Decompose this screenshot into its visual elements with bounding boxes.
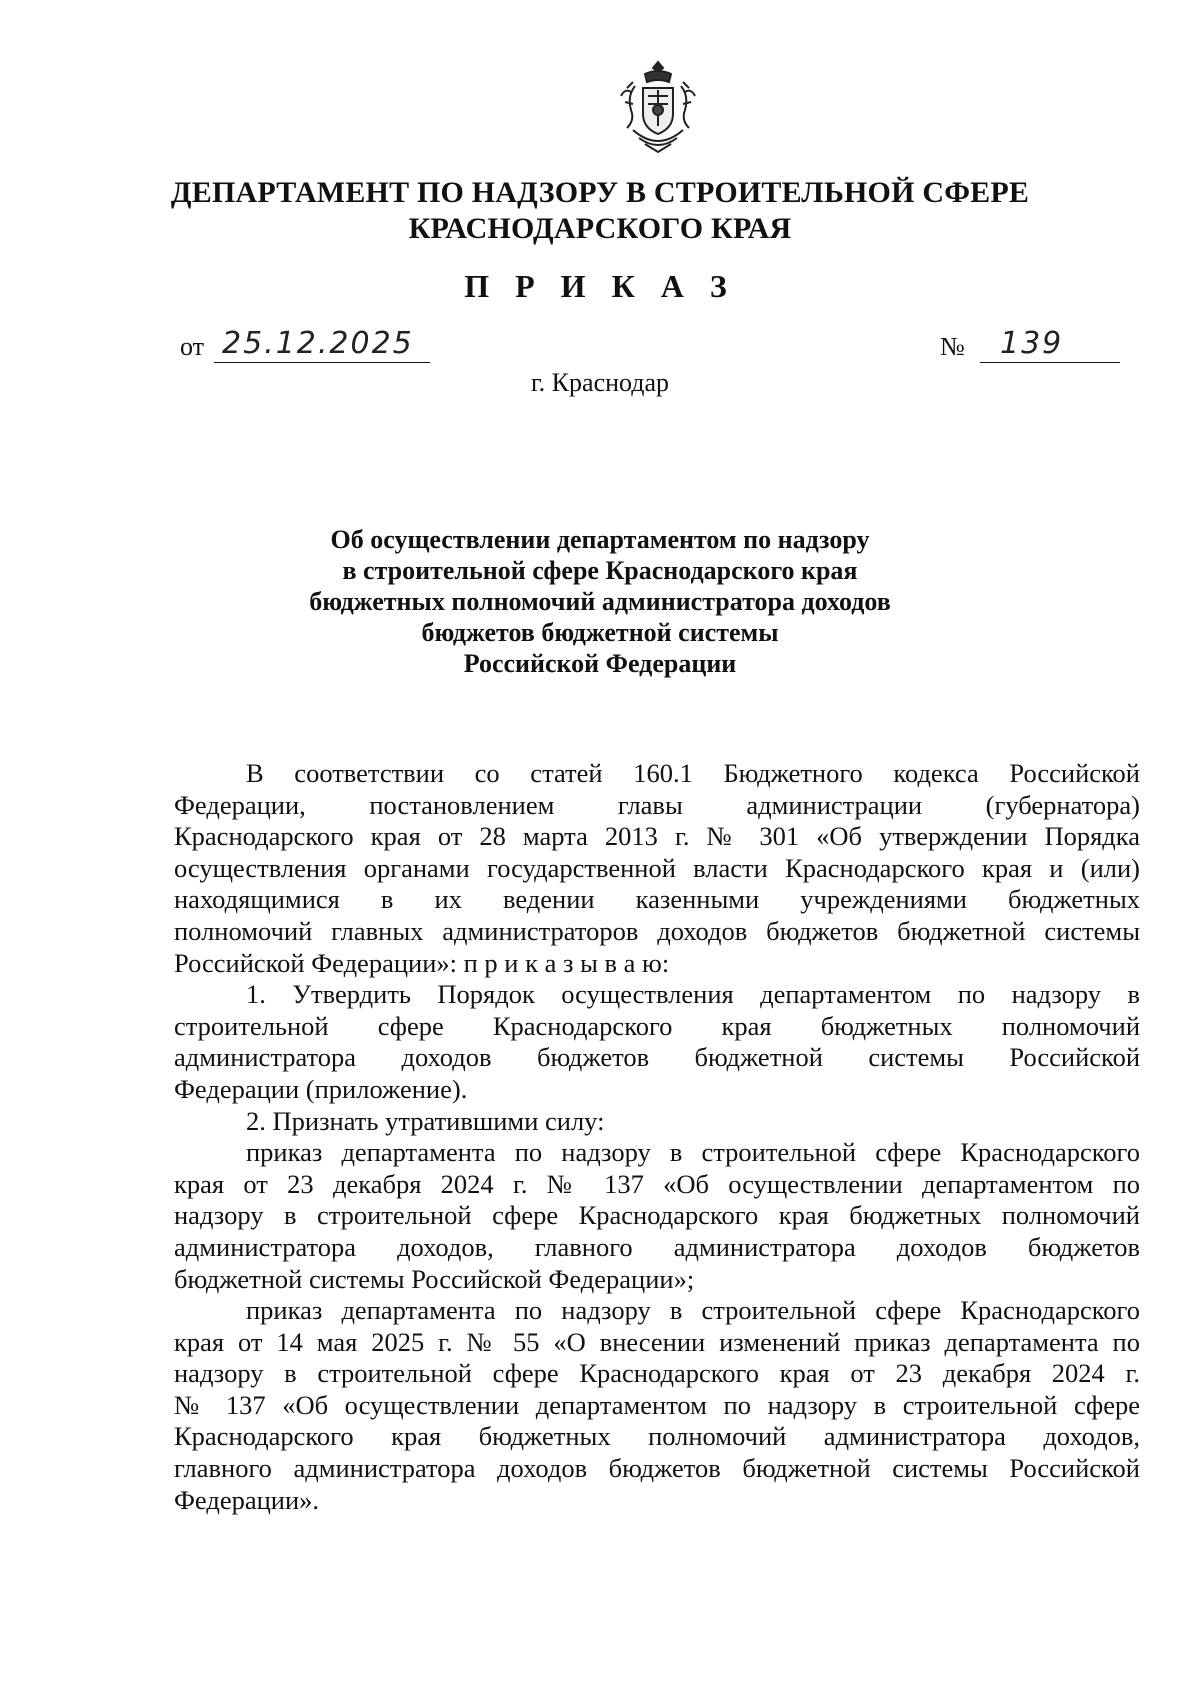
coat-of-arms-icon (615, 58, 701, 158)
item2b-line: главного администратора доходов бюджетов бюджетной системы Российской (174, 1453, 1140, 1484)
item2b-line: № 137 «Об осуществлении департаментом по надзору в строительной сфере (174, 1389, 1140, 1420)
document-type-heading: П Р И К А З (464, 268, 736, 304)
item1-line: строительной сфере Краснодарского края бюджетных полномочий (174, 1010, 1140, 1041)
number-prefix: № (940, 332, 965, 361)
preamble-line: Федерации, постановлением главы администрации (губернатора) (174, 789, 1140, 820)
date-value: 25.12.2025 (222, 326, 414, 361)
department-name-line2: КРАСНОДАРСКОГО КРАЯ (408, 212, 792, 245)
number-value: 139 (1000, 326, 1064, 361)
title-line: Российской Федерации (463, 649, 737, 678)
preamble-line: Краснодарского края от 28 марта 2013 г. № 301 «Об утверждении Порядка (174, 821, 1140, 852)
document-body (174, 758, 1140, 1516)
item1-line: администратора доходов бюджетов бюджетной системы Российской (174, 1042, 1140, 1073)
item1-line: Федерации (приложение). (174, 1073, 468, 1104)
item2b-line: Краснодарского края бюджетных полномочий администратора доходов, (174, 1421, 1140, 1452)
item2b-line: края от 14 мая 2025 г. № 55 «О внесении изменений приказ департамента по (174, 1326, 1140, 1357)
item2a-line: администратора доходов, главного администратора доходов бюджетов (174, 1231, 1140, 1262)
title-line: бюджетных полномочий администратора доходов (309, 587, 891, 616)
title-line: бюджетов бюджетной системы (421, 618, 779, 647)
item2-heading: 2. Признать утратившими силу: (246, 1105, 605, 1136)
item1-line: 1. Утвердить Порядок осуществления департаментом по надзору в (246, 979, 1140, 1010)
preamble-line: осуществления органами государственной власти Краснодарского края и (или) (174, 852, 1140, 883)
document-title (0, 524, 1200, 679)
city: г. Краснодар (530, 368, 670, 397)
item2b-line: надзору в строительной сфере Краснодарского края от 23 декабря 2024 г. (174, 1358, 1140, 1389)
item2b-line: приказ департамента по надзору в строительной сфере Краснодарского (246, 1295, 1140, 1326)
title-line: Об осуществлении департаментом по надзору (330, 525, 870, 554)
item2a-line: края от 23 декабря 2024 г. № 137 «Об осуществлении департаментом по (174, 1168, 1140, 1199)
item2a-line: приказ департамента по надзору в строительной сфере Краснодарского (246, 1137, 1140, 1168)
department-name-line1: ДЕПАРТАМЕНТ ПО НАДЗОРУ В СТРОИТЕЛЬНОЙ СФЕРЕ (170, 176, 1030, 209)
preamble-line: находящимися в их ведении казенными учреждениями бюджетных (174, 884, 1140, 915)
number-underline (980, 362, 1120, 363)
preamble-last-line (174, 948, 1140, 980)
item2a-line: бюджетной системы Российской Федерации»; (174, 1263, 695, 1294)
preamble-last: Российской Федерации»: (174, 947, 457, 978)
date-underline (214, 362, 430, 363)
date-prefix: от (180, 332, 205, 361)
preamble-line: полномочий главных администраторов доходов бюджетов бюджетной системы (174, 915, 1140, 946)
item2b-line: Федерации». (174, 1484, 320, 1515)
item2a-line: надзору в строительной сфере Краснодарского края бюджетных полномочий (174, 1200, 1140, 1231)
title-line: в строительной сфере Краснодарского края (342, 556, 858, 585)
preamble-line: В соответствии со статей 160.1 Бюджетного кодекса Российской (246, 758, 1140, 788)
order-word: п р и к а з ы в а ю: (463, 947, 670, 978)
